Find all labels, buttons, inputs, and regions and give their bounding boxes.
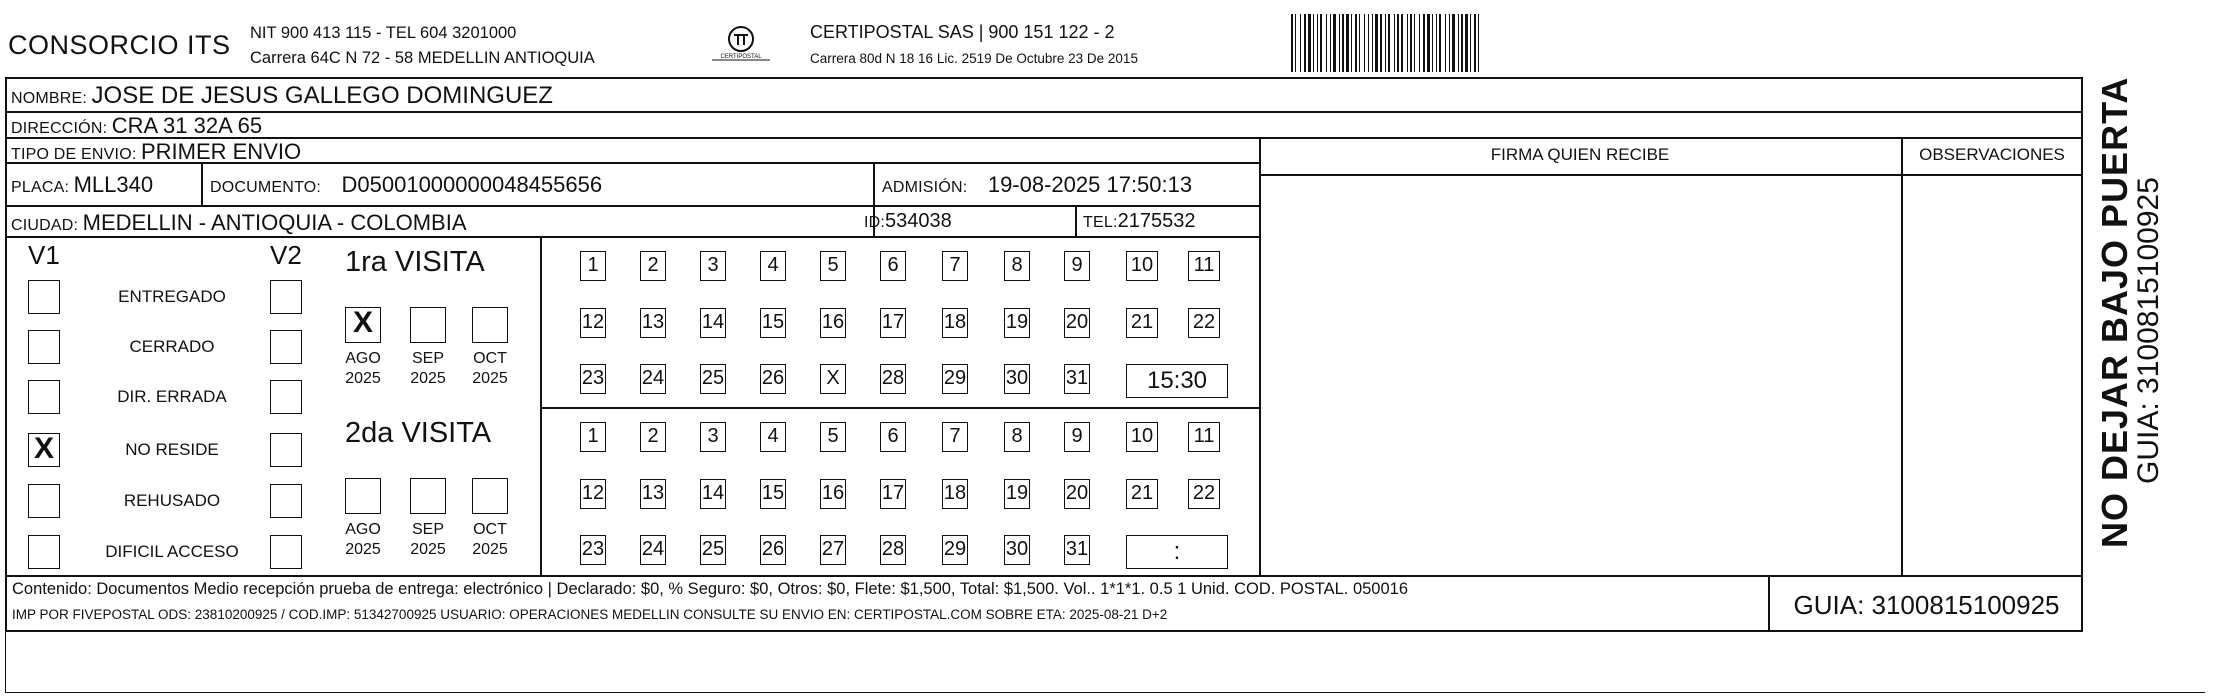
barcode-bar bbox=[1397, 14, 1399, 72]
status-label: DIFICIL ACCESO bbox=[105, 542, 239, 561]
day-box[interactable]: 29 bbox=[942, 364, 968, 394]
month-year: 2025 bbox=[472, 370, 508, 387]
month-year: 2025 bbox=[345, 541, 381, 558]
day-box[interactable]: 19 bbox=[1004, 479, 1030, 509]
barcode-bar bbox=[1326, 14, 1327, 72]
day-box[interactable]: 16 bbox=[820, 308, 846, 338]
day-box[interactable]: 13 bbox=[640, 479, 666, 509]
barcode-bar bbox=[1419, 14, 1420, 72]
barcode-bar bbox=[1291, 14, 1293, 72]
v2-label: V2 bbox=[270, 240, 302, 270]
day-box[interactable]: 11 bbox=[1188, 251, 1220, 281]
contenido-text: Contenido: Documentos Medio recepción prueba de entrega: electrónico | Declarado: $0, % Seguro: $0, Otros: $0, Flete: $1,500, Total: $1,500. Vol.. 1*1*1. 0.5 1 Unid. COD. POSTAL. 050016 bbox=[12, 580, 1409, 598]
day-box[interactable]: 21 bbox=[1126, 479, 1158, 509]
day-box[interactable]: 2 bbox=[640, 251, 666, 281]
day-box[interactable]: 26 bbox=[760, 535, 786, 565]
documento-label: DOCUMENTO: bbox=[210, 179, 322, 196]
status-v2-checkbox[interactable] bbox=[270, 484, 302, 518]
day-box[interactable]: 23 bbox=[580, 364, 606, 394]
day-box[interactable]: 9 bbox=[1064, 251, 1090, 281]
bottom-edge bbox=[5, 692, 2205, 693]
tel-row bbox=[1083, 210, 1195, 233]
barcode-bar bbox=[1317, 14, 1318, 72]
tipo-label: TIPO DE ENVIO: bbox=[11, 146, 137, 163]
day-box[interactable]: 18 bbox=[942, 308, 968, 338]
day-box[interactable]: 24 bbox=[640, 535, 666, 565]
status-label: DIR. ERRADA bbox=[117, 387, 227, 406]
barcode-bar bbox=[1380, 14, 1382, 72]
barcode-bar bbox=[1474, 14, 1476, 72]
day-box[interactable]: 3 bbox=[700, 251, 726, 281]
month-name: AGO bbox=[345, 521, 381, 538]
month-year: 2025 bbox=[472, 541, 508, 558]
barcode-bar bbox=[1333, 14, 1336, 72]
day-box[interactable]: 1 bbox=[580, 251, 606, 281]
ciudad-row bbox=[11, 210, 467, 236]
status-v1-checkbox[interactable] bbox=[28, 484, 60, 518]
day-box[interactable]: 22 bbox=[1188, 479, 1220, 509]
barcode-bar bbox=[1410, 14, 1412, 72]
no-dejar-text: NO DEJAR BAJO PUERTA bbox=[2094, 76, 2135, 548]
barcode-bar bbox=[1339, 14, 1340, 72]
status-v2-checkbox[interactable] bbox=[270, 535, 302, 569]
logo-caption: CERTIPOSTAL bbox=[720, 54, 762, 60]
barcode-bar bbox=[1436, 14, 1437, 72]
status-v1-checkbox[interactable] bbox=[28, 330, 60, 364]
barcode-bar bbox=[1342, 14, 1344, 72]
status-v2-checkbox[interactable] bbox=[270, 433, 302, 467]
nombre-row bbox=[11, 82, 553, 110]
certipostal-name: CERTIPOSTAL SAS | 900 151 122 - 2 bbox=[810, 22, 1115, 42]
tel-label: TEL: bbox=[1083, 214, 1118, 231]
documento-value: D05001000000048455656 bbox=[341, 172, 603, 197]
barcode-bar bbox=[1470, 14, 1471, 72]
day-box[interactable]: 27 bbox=[820, 535, 846, 565]
day-box[interactable]: 30 bbox=[1004, 364, 1030, 394]
day-box[interactable]: 6 bbox=[880, 422, 906, 452]
month-name: SEP bbox=[411, 521, 444, 538]
barcode-bar bbox=[1452, 14, 1455, 72]
day-box[interactable]: 12 bbox=[580, 308, 606, 338]
barcode-bar bbox=[1394, 14, 1395, 72]
visit-time-field[interactable]: : bbox=[1126, 535, 1228, 569]
day-box[interactable]: 20 bbox=[1064, 308, 1090, 338]
month-checkbox[interactable] bbox=[472, 478, 508, 514]
day-box[interactable]: 8 bbox=[1004, 422, 1030, 452]
barcode-bar bbox=[1401, 14, 1403, 72]
day-box[interactable]: 16 bbox=[820, 479, 846, 509]
month-name: SEP bbox=[411, 350, 444, 367]
day-box[interactable]: 28 bbox=[880, 364, 906, 394]
barcode-bar bbox=[1445, 14, 1446, 72]
day-box[interactable]: 15 bbox=[760, 479, 786, 509]
barcode-bar bbox=[1449, 14, 1450, 72]
day-box[interactable]: 13 bbox=[640, 308, 666, 338]
day-box[interactable]: 4 bbox=[760, 422, 786, 452]
day-box[interactable]: 29 bbox=[942, 535, 968, 565]
barcode-bar bbox=[1351, 14, 1352, 72]
barcode-bar bbox=[1461, 14, 1463, 72]
barcode-bar bbox=[1465, 14, 1468, 72]
status-label: ENTREGADO bbox=[118, 287, 226, 306]
day-box[interactable]: 24 bbox=[640, 364, 666, 394]
nombre-label: NOMBRE: bbox=[11, 90, 88, 107]
day-box[interactable]: 17 bbox=[880, 308, 906, 338]
month-name: OCT bbox=[473, 350, 507, 367]
barcode-bar bbox=[1478, 14, 1479, 72]
barcode-bar bbox=[1407, 14, 1408, 72]
side-guia: GUIA: 3100815100925 bbox=[2132, 177, 2165, 484]
admision-label: ADMISIÓN: bbox=[882, 179, 968, 196]
company-name: CONSORCIO ITS bbox=[8, 30, 231, 60]
day-box[interactable]: 2 bbox=[640, 422, 666, 452]
barcode-bar bbox=[1375, 14, 1378, 72]
tel-value: 2175532 bbox=[1117, 210, 1196, 232]
day-box[interactable]: 5 bbox=[820, 251, 846, 281]
documento-row bbox=[210, 172, 602, 198]
certipostal-address: Carrera 80d N 18 16 Lic. 2519 De Octubre 23 De 2015 bbox=[810, 51, 1138, 66]
day-box[interactable]: 19 bbox=[1004, 308, 1030, 338]
ciudad-label: CIUDAD: bbox=[11, 217, 79, 234]
tipo-row bbox=[11, 139, 301, 165]
day-box[interactable]: 9 bbox=[1064, 422, 1090, 452]
day-box[interactable]: 14 bbox=[700, 479, 726, 509]
ciudad-value: MEDELLIN - ANTIOQUIA - COLOMBIA bbox=[82, 210, 467, 235]
barcode-bar bbox=[1300, 14, 1301, 72]
month-checkbox[interactable] bbox=[472, 307, 508, 343]
month-year: 2025 bbox=[410, 370, 446, 387]
day-box[interactable]: 25 bbox=[700, 364, 726, 394]
id-row bbox=[864, 210, 952, 233]
observaciones-label: OBSERVACIONES bbox=[1919, 145, 2065, 164]
placa-row bbox=[11, 172, 153, 198]
admision-value: 19-08-2025 17:50:13 bbox=[987, 172, 1193, 197]
barcode-bar bbox=[1388, 14, 1390, 72]
barcode-bar bbox=[1368, 14, 1369, 72]
barcode-bar bbox=[1385, 14, 1386, 72]
day-box[interactable]: 21 bbox=[1126, 308, 1158, 338]
day-box[interactable]: 5 bbox=[820, 422, 846, 452]
visit-time-field[interactable]: 15:30 bbox=[1126, 364, 1228, 398]
placa-value: MLL340 bbox=[73, 172, 154, 197]
direccion-value: CRA 31 32A 65 bbox=[111, 113, 263, 138]
direccion-label: DIRECCIÓN: bbox=[11, 120, 108, 137]
day-box[interactable]: 25 bbox=[700, 535, 726, 565]
barcode bbox=[1291, 14, 1483, 72]
barcode-bar bbox=[1372, 14, 1373, 72]
month-checkbox[interactable] bbox=[410, 307, 446, 343]
barcode-bar bbox=[1313, 14, 1314, 72]
barcode-bar bbox=[1330, 14, 1331, 72]
v1-label: V1 bbox=[28, 240, 60, 270]
month-checkbox[interactable] bbox=[410, 478, 446, 514]
barcode-bar bbox=[1355, 14, 1357, 72]
signature-area[interactable] bbox=[1261, 176, 1899, 573]
day-box[interactable]: 10 bbox=[1126, 422, 1158, 452]
month-name: AGO bbox=[345, 350, 381, 367]
tipo-value: PRIMER ENVIO bbox=[140, 139, 302, 164]
status-v1-checkbox[interactable] bbox=[28, 535, 60, 569]
barcode-bar bbox=[1414, 14, 1415, 72]
firma-label: FIRMA QUIEN RECIBE bbox=[1490, 145, 1670, 164]
month-checkbox[interactable]: X bbox=[345, 307, 381, 343]
status-v1-checkbox[interactable]: X bbox=[28, 433, 60, 467]
barcode-bar bbox=[1304, 14, 1306, 72]
status-v2-checkbox[interactable] bbox=[270, 380, 302, 414]
day-box[interactable]: 14 bbox=[700, 308, 726, 338]
day-box[interactable]: 4 bbox=[760, 251, 786, 281]
day-box[interactable]: 17 bbox=[880, 479, 906, 509]
month-name: OCT bbox=[473, 521, 507, 538]
barcode-bar bbox=[1364, 14, 1365, 72]
day-box[interactable]: 1 bbox=[580, 422, 606, 452]
status-label: CERRADO bbox=[129, 337, 215, 356]
month-checkbox[interactable] bbox=[345, 478, 381, 514]
placa-label: PLACA: bbox=[11, 179, 70, 196]
day-box[interactable]: 3 bbox=[700, 422, 726, 452]
barcode-bar bbox=[1320, 14, 1322, 72]
day-box[interactable]: 15 bbox=[760, 308, 786, 338]
day-box[interactable]: X bbox=[820, 364, 846, 394]
day-box[interactable]: 7 bbox=[942, 251, 968, 281]
barcode-bar bbox=[1427, 14, 1430, 72]
month-year: 2025 bbox=[345, 370, 381, 387]
barcode-bar bbox=[1423, 14, 1425, 72]
company-nit: NIT 900 413 115 - TEL 604 3201000 bbox=[250, 24, 517, 42]
barcode-bar bbox=[1308, 14, 1311, 72]
status-v2-checkbox[interactable] bbox=[270, 280, 302, 314]
left-edge bbox=[5, 632, 6, 692]
day-box[interactable]: 20 bbox=[1064, 479, 1090, 509]
day-box[interactable]: 12 bbox=[580, 479, 606, 509]
status-v1-checkbox[interactable] bbox=[28, 280, 60, 314]
observations-area[interactable] bbox=[1903, 176, 2081, 573]
admision-row bbox=[882, 172, 1192, 198]
id-label: ID: bbox=[864, 214, 886, 231]
barcode-bar bbox=[1439, 14, 1441, 72]
day-box[interactable]: 26 bbox=[760, 364, 786, 394]
status-label: REHUSADO bbox=[123, 491, 221, 510]
day-box[interactable]: 18 bbox=[942, 479, 968, 509]
day-box[interactable]: 31 bbox=[1064, 535, 1090, 565]
day-box[interactable]: 28 bbox=[880, 535, 906, 565]
barcode-bar bbox=[1359, 14, 1360, 72]
company-address: Carrera 64C N 72 - 58 MEDELLIN ANTIOQUIA bbox=[250, 49, 595, 67]
day-box[interactable]: 7 bbox=[942, 422, 968, 452]
status-v1-checkbox[interactable] bbox=[28, 380, 60, 414]
status-label: NO RESIDE bbox=[125, 440, 219, 459]
footer-guia: GUIA: 3100815100925 bbox=[1793, 590, 2060, 620]
barcode-bar bbox=[1346, 14, 1349, 72]
day-box[interactable]: 10 bbox=[1126, 251, 1158, 281]
day-box[interactable]: 8 bbox=[1004, 251, 1030, 281]
imp-text: IMP POR FIVEPOSTAL ODS: 23810200925 / COD.IMP: 51342700925 USUARIO: OPERACIONES MEDELLIN CONSULTE SU ENVIO EN: CERTIPOSTAL.COM SOBRE ETA: 2025-08-21 D+2 bbox=[12, 607, 1168, 622]
status-v2-checkbox[interactable] bbox=[270, 330, 302, 364]
day-box[interactable]: 11 bbox=[1188, 422, 1220, 452]
barcode-bar bbox=[1458, 14, 1459, 72]
certipostal-logo bbox=[708, 22, 774, 68]
barcode-bar bbox=[1295, 14, 1296, 72]
day-box[interactable]: 31 bbox=[1064, 364, 1090, 394]
direccion-row bbox=[11, 113, 262, 139]
day-box[interactable]: 6 bbox=[880, 251, 906, 281]
month-year: 2025 bbox=[410, 541, 446, 558]
day-box[interactable]: 23 bbox=[580, 535, 606, 565]
visit-title: 2da VISITA bbox=[345, 417, 492, 449]
day-box[interactable]: 22 bbox=[1188, 308, 1220, 338]
nombre-value: JOSE DE JESUS GALLEGO DOMINGUEZ bbox=[91, 82, 553, 109]
visit-title: 1ra VISITA bbox=[345, 246, 485, 278]
barcode-bar bbox=[1432, 14, 1433, 72]
day-box[interactable]: 30 bbox=[1004, 535, 1030, 565]
id-value: 534038 bbox=[885, 210, 952, 232]
